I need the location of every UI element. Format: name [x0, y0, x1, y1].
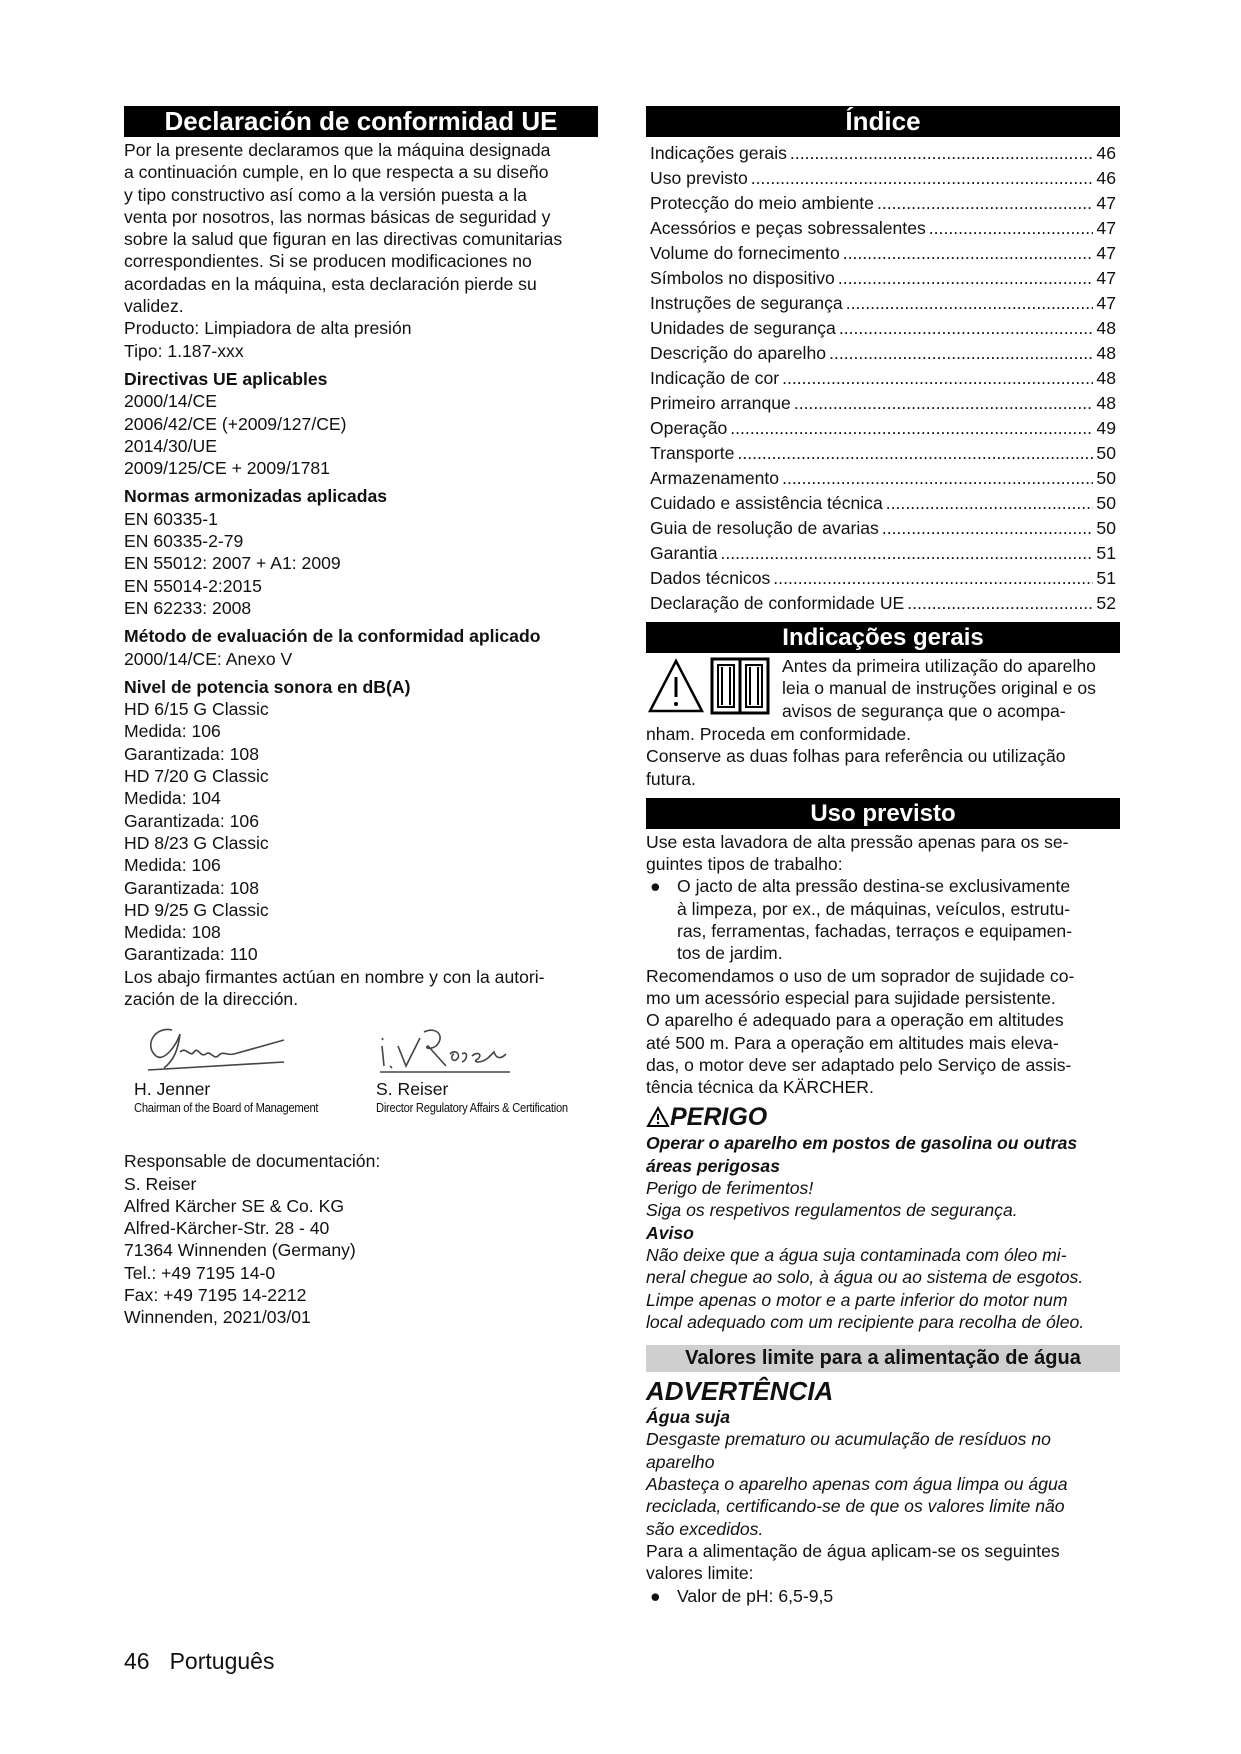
toc-entry-title: Símbolos no dispositivo [650, 268, 835, 288]
norms-list: EN 60335-1 EN 60335-2-79 EN 55012: 2007 + A1: 2009 EN 55014-2:2015 EN 62233: 2008 [124, 508, 341, 618]
toc-entry-page: 48 [1096, 368, 1116, 388]
toc-entry [650, 316, 1116, 341]
section-heading-declaration: Declaración de conformidad UE [124, 106, 598, 137]
toc-entry-page: 50 [1096, 468, 1116, 488]
section-heading-general: Indicações gerais [646, 622, 1120, 653]
toc-leader-dots [737, 441, 1093, 466]
signature-reiser [376, 1016, 599, 1116]
toc-entry [650, 166, 1116, 191]
warning-and-manual-icon [646, 655, 778, 721]
signature-jenner [134, 1016, 348, 1116]
toc-entry [650, 291, 1116, 316]
bullet-dot-icon: ● [650, 1585, 661, 1606]
signer-1-name: H. Jenner [134, 1079, 211, 1100]
use-bullet: ● O jacto de alta pressão destina-se exclusivamente à limpeza, por ex., de máquinas, veículos, estrutu- ras, ferramentas, fachadas, terraços e equipamen- tos de jardim. [650, 876, 1073, 964]
toc-entry-title: Acessórios e peças sobressalentes [650, 218, 926, 238]
toc-leader-dots [829, 341, 1093, 366]
toc-entry-title: Operação [650, 418, 728, 438]
signature-jenner-scribble [134, 1016, 304, 1078]
toc-entry-title: Protecção do meio ambiente [650, 193, 874, 213]
toc-entry-page: 47 [1096, 193, 1116, 213]
toc-entry-page: 51 [1096, 568, 1116, 588]
toc-entry [650, 191, 1116, 216]
toc-entry [650, 241, 1116, 266]
left-column [124, 106, 598, 1329]
toc-entry-title: Uso previsto [650, 168, 748, 188]
toc-entry [650, 541, 1116, 566]
toc-leader-dots [846, 291, 1094, 316]
toc-entry-title: Guia de resolução de avarias [650, 518, 879, 538]
toc-entry-page: 51 [1096, 543, 1116, 563]
toc-entry-page: 50 [1096, 493, 1116, 513]
general-notice: Antes da primeira utilização do aparelho leia o manual de instruções original e os avisos de segurança que o acompa- [646, 655, 1120, 723]
signer-2-name: S. Reiser [376, 1079, 449, 1100]
toc-entry-page: 46 [1096, 143, 1116, 163]
toc-entry-title: Garantia [650, 543, 718, 563]
contact-block: Responsable de documentación: S. Reiser Alfred Kärcher SE & Co. KG Alfred-Kärcher-Str. 28 - 40 71364 Winnenden (Germany) Tel.: +49 7195 14-0 Fax: +49 7195 14-2212 Winnenden, 2021/03/01 [124, 1151, 381, 1328]
toc-entry-page: 47 [1096, 268, 1116, 288]
toc-entry-page: 47 [1096, 293, 1116, 313]
norms-title: Normas armonizadas aplicadas [124, 486, 388, 507]
toc-entry-title: Indicações gerais [650, 143, 787, 163]
page-number: 46 [124, 1648, 150, 1674]
method-title: Método de evaluación de la conformidad aplicado [124, 626, 541, 647]
toc-entry-title: Cuidado e assistência técnica [650, 493, 883, 513]
warning-title: ADVERTÊNCIA [646, 1376, 834, 1407]
danger-text: Perigo de ferimentos! Siga os respetivos regulamentos de segurança. [646, 1178, 1018, 1221]
section-heading-use: Uso previsto [646, 798, 1120, 829]
toc-entry [650, 566, 1116, 591]
toc-leader-dots [782, 466, 1093, 491]
section-heading-index: Índice [646, 106, 1120, 137]
toc-entry-title: Instruções de segurança [650, 293, 843, 313]
notice-text: Não deixe que a água suja contaminada com óleo mi- neral chegue ao solo, à água ou ao sistema de esgotos. Limpe apenas o motor e a parte inferior do motor num local adequado com um recipiente para recolha de óleo. [646, 1244, 1085, 1332]
toc-leader-dots [773, 566, 1093, 591]
use-more: Recomendamos o uso de um soprador de sujidade co- mo um acessório especial para sujidade persistente. O aparelho é adequado para a operação em altitudes até 500 m. Para a operação em altitudes mais eleva- das, o motor deve ser adaptado pelo Serviço de assis- tência técnica da KÄRCHER. [646, 965, 1075, 1098]
general-paragraph: nham. Proceda em conformidade. Conserve as duas folhas para referência ou utilização futura. [646, 724, 1066, 789]
danger-triangle-icon [646, 1106, 670, 1128]
toc-leader-dots [751, 166, 1094, 191]
bullet-dot-icon: ● [650, 876, 661, 897]
table-of-contents [650, 141, 1116, 616]
footer-language: Português [169, 1648, 275, 1674]
toc-leader-dots [929, 216, 1094, 241]
toc-entry-page: 48 [1096, 393, 1116, 413]
toc-entry [650, 141, 1116, 166]
directives-list: 2000/14/CE 2006/42/CE (+2009/127/CE) 2014/30/UE 2009/125/CE + 2009/1781 [124, 391, 347, 479]
signers-note: Los abajo firmantes actúan en nombre y con la autori- zación de la dirección. [124, 966, 545, 1009]
toc-entry [650, 416, 1116, 441]
toc-leader-dots [907, 591, 1093, 616]
toc-entry-page: 47 [1096, 243, 1116, 263]
toc-entry-title: Primeiro arranque [650, 393, 791, 413]
toc-entry [650, 466, 1116, 491]
danger-bold: Operar o aparelho em postos de gasolina ou outras áreas perigosas [646, 1133, 1078, 1176]
toc-entry-title: Unidades de segurança [650, 318, 836, 338]
sound-list: HD 6/15 G Classic Medida: 106 Garantizada: 108 HD 7/20 G Classic Medida: 104 Garantizada: 106 HD 8/23 G Classic Medida: 106 Garantizada: 108 HD 9/25 G Classic Medida: 108 Garantizada: 110 [124, 699, 269, 965]
warning-text: Desgaste prematuro ou acumulação de resíduos no aparelho Abasteça o aparelho apenas com água limpa ou água reciclada, certificando-se de que os valores limite não são excedidos. [646, 1429, 1068, 1539]
section-heading-water-limits: Valores limite para a alimentação de água [646, 1345, 1120, 1372]
signer-2-role: Director Regulatory Affairs & Certification [376, 1100, 568, 1116]
danger-title: PERIGO [646, 1102, 1120, 1132]
toc-entry-title: Indicação de cor [650, 368, 780, 388]
type-line: Tipo: 1.187-xxx [124, 340, 244, 361]
signer-1-role: Chairman of the Board of Management [134, 1100, 319, 1116]
toc-entry-page: 48 [1096, 343, 1116, 363]
directives-title: Directivas UE aplicables [124, 368, 328, 389]
toc-entry-page: 50 [1096, 518, 1116, 538]
toc-entry-page: 47 [1096, 218, 1116, 238]
toc-entry [650, 391, 1116, 416]
page-footer [124, 1648, 274, 1675]
toc-entry [650, 516, 1116, 541]
toc-entry-title: Declaração de conformidade UE [650, 593, 905, 613]
toc-leader-dots [886, 491, 1094, 516]
toc-entry [650, 266, 1116, 291]
right-column [646, 106, 1120, 1607]
toc-entry-title: Dados técnicos [650, 568, 771, 588]
toc-leader-dots [720, 541, 1093, 566]
water-text: Para a alimentação de água aplicam-se os seguintes valores limite: [646, 1540, 1060, 1584]
toc-leader-dots [843, 241, 1094, 266]
use-intro: Use esta lavadora de alta pressão apenas para os se- guintes tipos de trabalho: [646, 831, 1069, 875]
signatures [124, 1016, 598, 1144]
toc-entry-title: Volume do fornecimento [650, 243, 840, 263]
toc-entry-page: 46 [1096, 168, 1116, 188]
sound-title: Nivel de potencia sonora en dB(A) [124, 676, 411, 697]
toc-entry-title: Armazenamento [650, 468, 780, 488]
water-bullet: ● Valor de pH: 6,5-9,5 [650, 1585, 834, 1606]
toc-leader-dots [877, 191, 1093, 216]
product-line: Producto: Limpiadora de alta presión [124, 318, 412, 339]
toc-entry-title: Transporte [650, 443, 735, 463]
warning-subtitle: Água suja [646, 1407, 731, 1428]
toc-entry [650, 216, 1116, 241]
toc-leader-dots [730, 416, 1093, 441]
toc-leader-dots [839, 316, 1094, 341]
toc-entry [650, 441, 1116, 466]
toc-leader-dots [782, 366, 1093, 391]
toc-entry [650, 341, 1116, 366]
toc-entry-page: 50 [1096, 443, 1116, 463]
toc-leader-dots [790, 141, 1094, 166]
toc-entry [650, 591, 1116, 616]
toc-entry [650, 366, 1116, 391]
toc-leader-dots [882, 516, 1094, 541]
signature-reiser-scribble [376, 1016, 516, 1078]
notice-title: Aviso [646, 1222, 694, 1243]
toc-entry [650, 491, 1116, 516]
intro-paragraph: Por la presente declaramos que la máquina designada a continuación cumple, en lo que respecta a su diseño y tipo constructivo así como a la versión puesta a la venta por nosotros, las normas básicas de seguridad y sobre la salud que figuran en las directivas comunitarias correspondientes. Si se producen modificaciones no acordadas en la máquina, esta declaración pierde su validez. [124, 140, 563, 317]
toc-leader-dots [794, 391, 1094, 416]
toc-entry-page: 49 [1096, 418, 1116, 438]
toc-entry-page: 52 [1096, 593, 1116, 613]
toc-entry-title: Descrição do aparelho [650, 343, 827, 363]
toc-leader-dots [838, 266, 1094, 291]
method-line: 2000/14/CE: Anexo V [124, 648, 293, 669]
toc-entry-page: 48 [1096, 318, 1116, 338]
